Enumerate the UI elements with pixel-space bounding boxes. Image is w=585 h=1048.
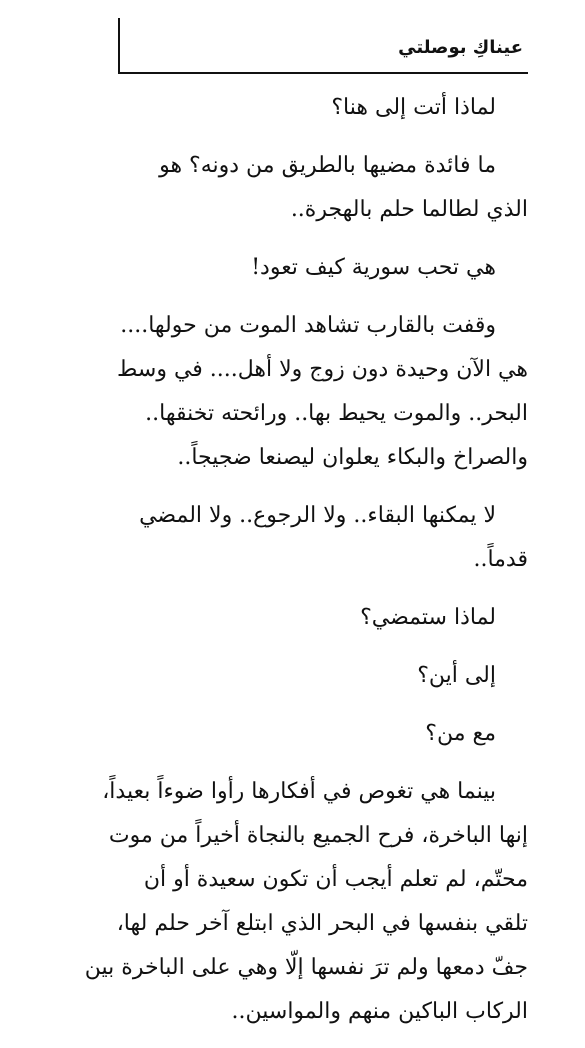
header-vertical-rule (118, 18, 120, 74)
paragraph (58, 494, 528, 582)
text-line: لا يمكنها البقاء.. ولا الرجوع.. ولا المضي (139, 503, 496, 528)
text-line: ما فائدة مضيها بالطريق من دونه؟ هو (159, 153, 496, 178)
paragraph (58, 86, 528, 130)
text-line: الذي لطالما حلم بالهجرة.. (290, 197, 528, 222)
text-line: إلى أين؟ (417, 663, 496, 688)
text-line: قدماً.. (473, 547, 528, 572)
text-line: هي تحب سورية كيف تعود! (251, 255, 496, 280)
paragraph (58, 144, 528, 232)
text-line: محتّم، لم تعلم أيجب أن تكون سعيدة أو أن (143, 867, 528, 892)
text-line: لماذا أتت إلى هنا؟ (331, 95, 496, 120)
paragraph (58, 304, 528, 480)
text-line: الركاب الباكين منهم والمواسين.. (231, 999, 528, 1024)
text-line: هي الآن وحيدة دون زوج ولا أهل.... في وسط (117, 357, 528, 382)
text-line: إنها الباخرة، فرح الجميع بالنجاة أخيراً من موت (108, 823, 528, 848)
text-line: لماذا ستمضي؟ (360, 605, 496, 630)
text-line: البحر.. والموت يحيط بها.. ورائحته تخنقها.. (145, 401, 528, 426)
running-head: عيناكِ بوصلتي (398, 37, 523, 58)
paragraph (58, 712, 528, 756)
paragraph (58, 770, 528, 1034)
text-line: وقفت بالقارب تشاهد الموت من حولها.... (120, 313, 496, 338)
paragraph (58, 596, 528, 640)
paragraph (58, 246, 528, 290)
header-horizontal-rule (118, 72, 528, 74)
text-line: تلقي بنفسها في البحر الذي ابتلع آخر حلم لها، (116, 911, 528, 936)
text-line: والصراخ والبكاء يعلوان ليصنعا ضجيجاً.. (177, 445, 528, 470)
text-line: بينما هي تغوص في أفكارها رأوا ضوءاً بعيداً، (102, 779, 496, 804)
body-text (58, 86, 528, 1048)
paragraph (58, 654, 528, 698)
text-line: جفّ دمعها ولم ترَ نفسها إلّا وهي على الباخرة بين (84, 955, 528, 980)
text-line: مع من؟ (425, 721, 496, 746)
